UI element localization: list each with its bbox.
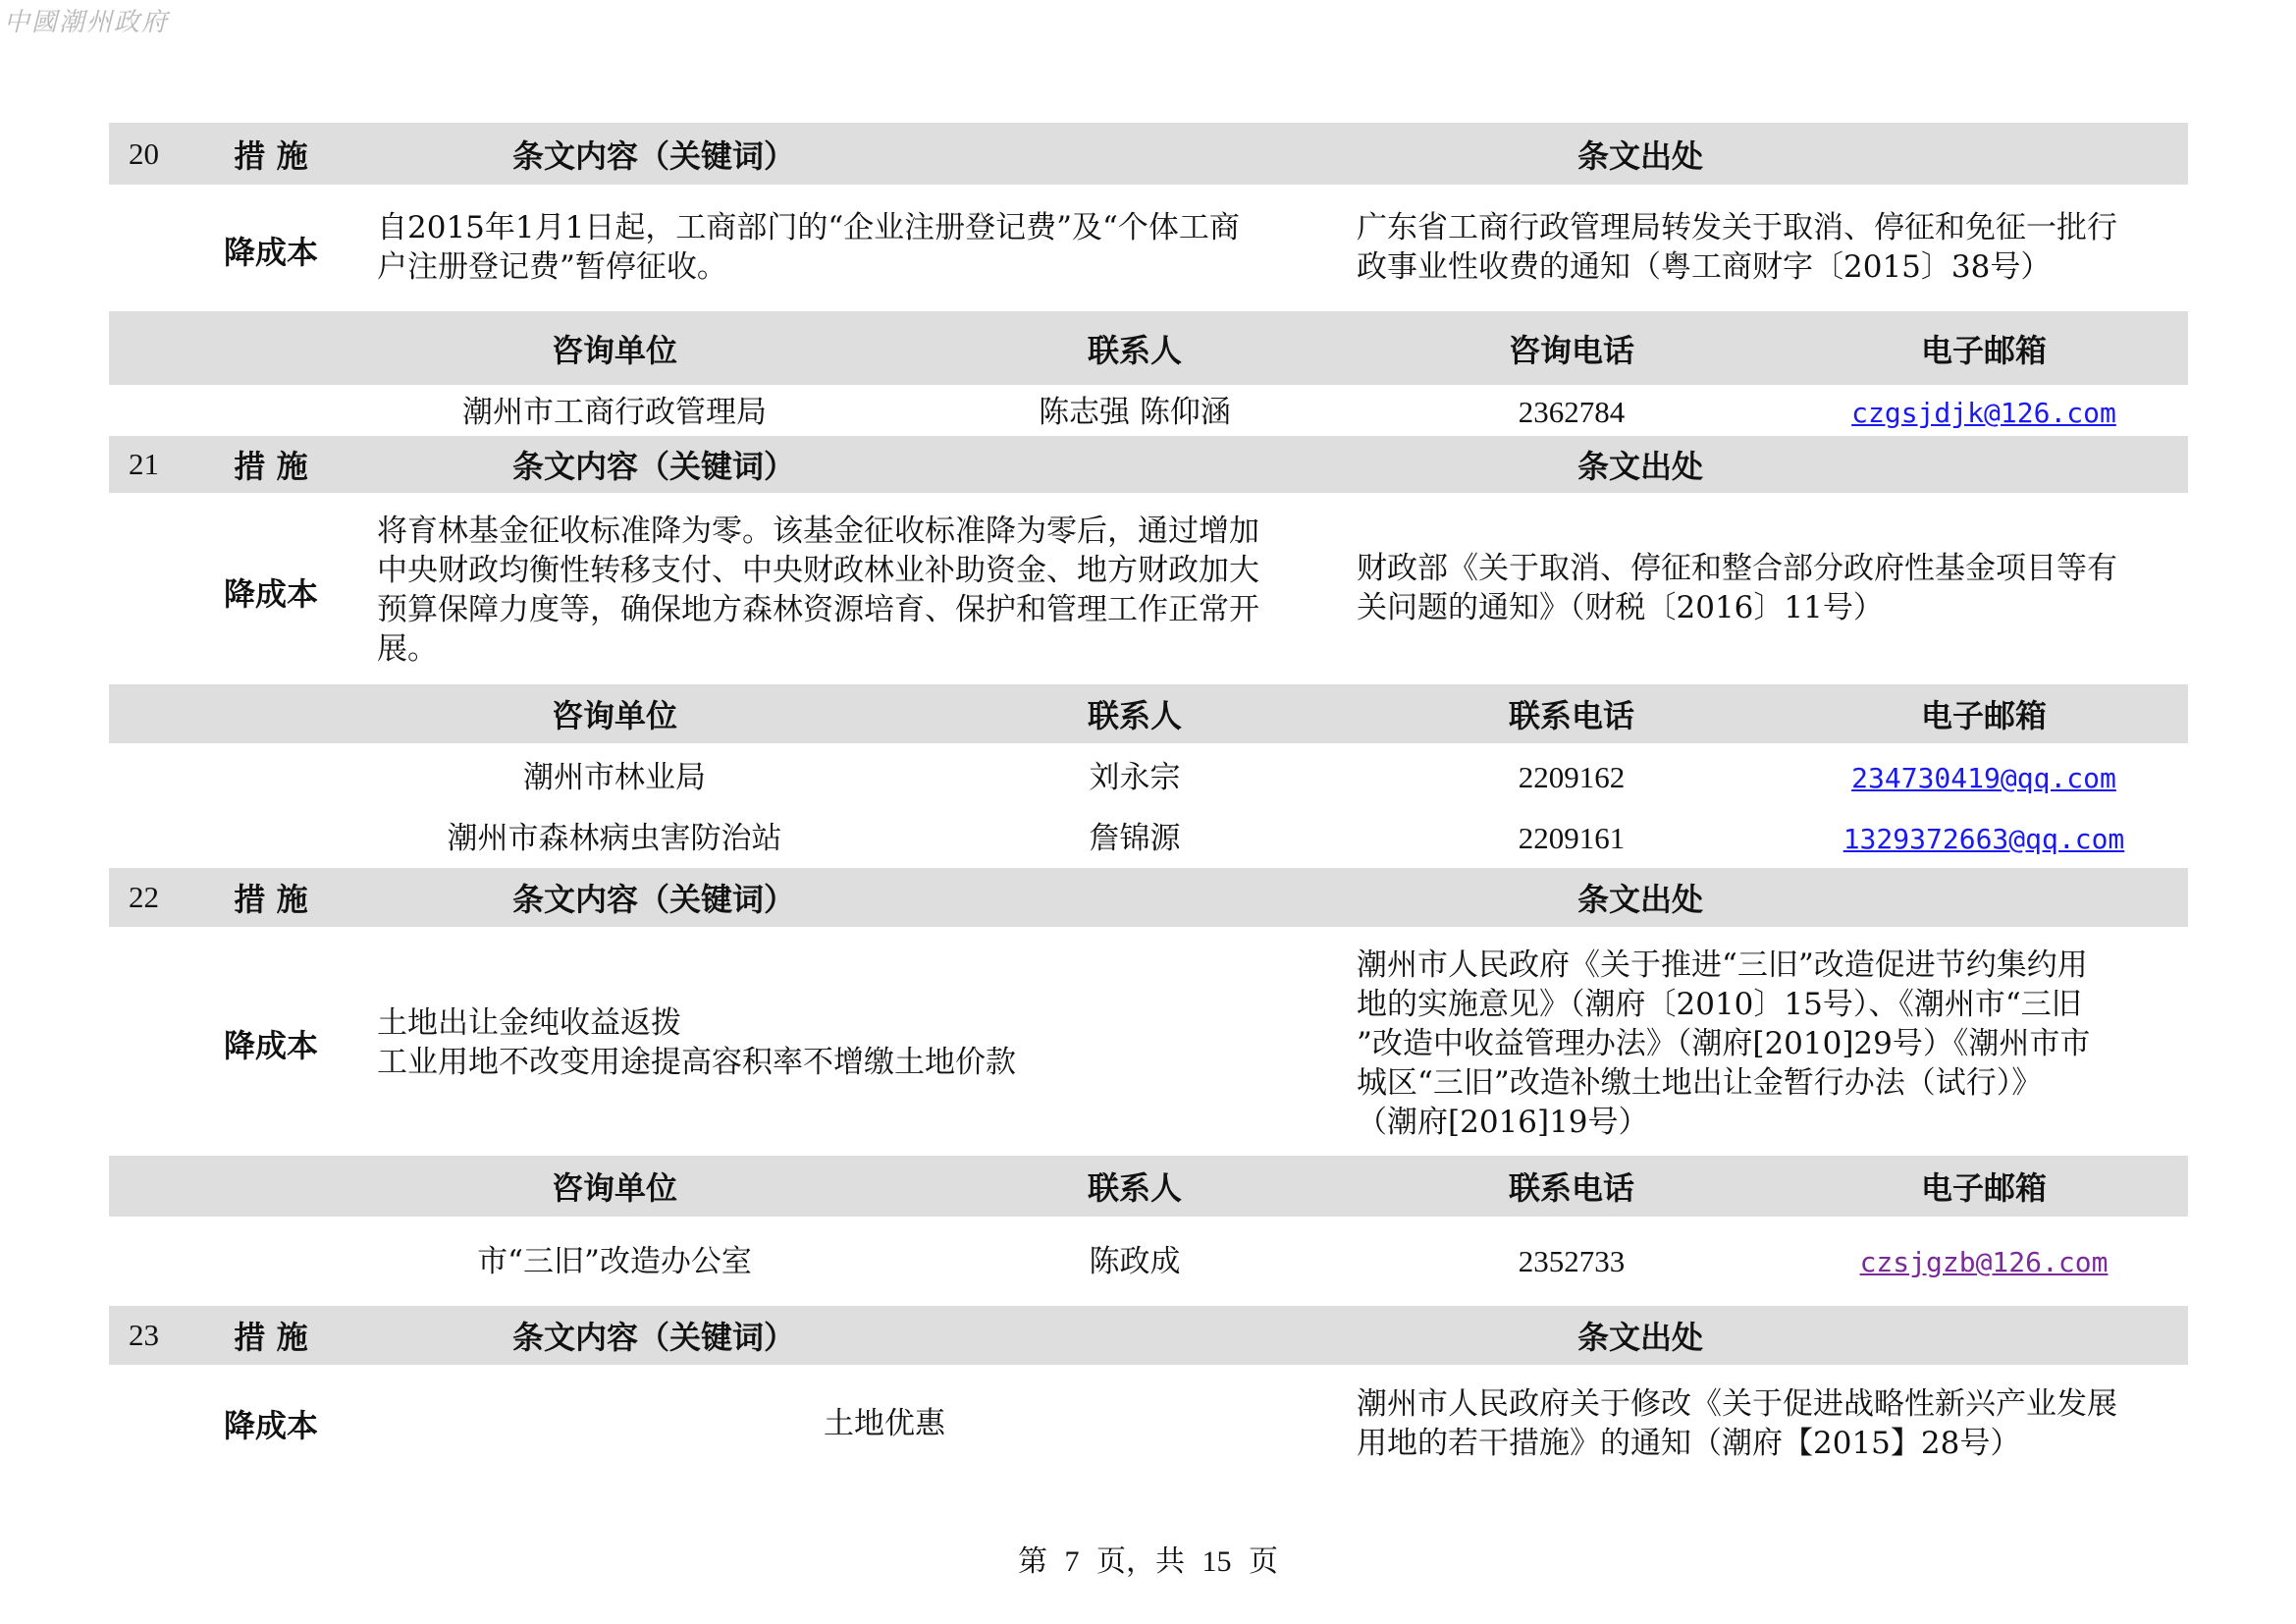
- unit-header: 咨询单位: [551, 697, 677, 734]
- measure-value: 降成本: [223, 1026, 318, 1064]
- record-22-body: [109, 938, 2188, 1149]
- measure-header: 措 施: [234, 136, 308, 175]
- contact-phone: 2352733: [1518, 1244, 1626, 1278]
- record-20-header: [109, 123, 2188, 185]
- source-header: 条文出处: [1576, 136, 1703, 175]
- content-header: 条文内容（关键词）: [511, 1319, 795, 1356]
- email-link[interactable]: czgsjdjk@126.com: [1851, 396, 2116, 429]
- contact-header-row: [109, 311, 2188, 385]
- contact-header-row: [109, 1156, 2188, 1217]
- email-header: 电子邮箱: [1920, 697, 2047, 734]
- contact-header: 联系人: [1087, 331, 1182, 369]
- content-header: 条文内容（关键词）: [511, 881, 795, 918]
- contact-phone: 2209161: [1518, 821, 1626, 855]
- unit-header: 咨询单位: [551, 331, 677, 369]
- contact-header: 联系人: [1087, 1169, 1182, 1207]
- record-21-body: [109, 504, 2188, 680]
- record-22-header: [109, 868, 2188, 927]
- measure-header: 措 施: [234, 1319, 308, 1356]
- contact-phone: 2209162: [1518, 760, 1626, 794]
- source-header: 条文出处: [1576, 448, 1703, 485]
- source-text: 广东省工商行政管理局转发关于取消、停征和免征一批行 政事业性收费的通知（粤工商财字〔2015〕38号）: [1357, 210, 2117, 285]
- contact-phone: 2362784: [1518, 395, 1626, 429]
- source-header: 条文出处: [1576, 881, 1703, 918]
- contact-unit: 潮州市林业局: [523, 760, 706, 795]
- record-number: 21: [129, 447, 159, 481]
- contact-row: [109, 756, 2188, 799]
- contact-row: [109, 817, 2188, 860]
- content-header: 条文内容（关键词）: [511, 448, 795, 485]
- content-text: 将育林基金征收标准降为零。该基金征收标准降为零后，通过增加 中央财政均衡性转移支付、中央财政林业补助资金、地方财政加大 预算保障力度等，确保地方森林资源培育、保护和管理工作正常开 展。: [377, 514, 1259, 667]
- phone-header: 联系电话: [1508, 1169, 1634, 1207]
- measure-header: 措 施: [234, 448, 308, 485]
- page-footer: 第 7 页，共 15 页: [1018, 1545, 1278, 1578]
- content-text: 自2015年1月1日起，工商部门的“企业注册登记费”及“个体工商 户注册登记费”暂停征收。: [377, 210, 1240, 285]
- measure-value: 降成本: [223, 1407, 318, 1444]
- email-header: 电子邮箱: [1920, 331, 2047, 369]
- contact-unit: 潮州市森林病虫害防治站: [447, 821, 782, 856]
- contact-person: 陈志强 陈仰涵: [1039, 395, 1231, 430]
- record-21-header: [109, 436, 2188, 493]
- email-link[interactable]: czsjgzb@126.com: [1859, 1245, 2109, 1278]
- source-text: 财政部《关于取消、停征和整合部分政府性基金项目等有 关问题的通知》（财税〔2016〕11号）: [1357, 551, 2117, 625]
- content-text: 土地出让金纯收益返拨 工业用地不改变用途提高容积率不增缴土地价款: [377, 1005, 1016, 1080]
- source-text: 潮州市人民政府《关于推进“三旧”改造促进节约集约用 地的实施意见》（潮府〔2010〕15号）、《潮州市“三旧 ”改造中收益管理办法》（潮府[2010]29号）《潮州市市 城区“三旧”改造补缴土地出让金暂行办法（试行）》 （潮府[2016]19号）: [1357, 947, 2091, 1140]
- measure-value: 降成本: [223, 234, 318, 271]
- contact-unit: 市“三旧”改造办公室: [477, 1244, 752, 1279]
- content-text: 土地优惠: [824, 1406, 945, 1441]
- source-header: 条文出处: [1576, 1319, 1703, 1356]
- email-header: 电子邮箱: [1920, 1169, 2047, 1207]
- measure-header: 措 施: [234, 881, 308, 918]
- record-23-body: [109, 1375, 2188, 1473]
- record-number: 22: [129, 880, 159, 914]
- phone-header: 咨询电话: [1508, 331, 1634, 369]
- record-23-header: [109, 1306, 2188, 1365]
- record-number: 23: [129, 1318, 159, 1352]
- contact-row: [109, 1240, 2188, 1283]
- contact-row: [109, 391, 2188, 434]
- contact-unit: 潮州市工商行政管理局: [462, 395, 767, 430]
- contact-person: 詹锦源: [1089, 821, 1181, 856]
- phone-header: 联系电话: [1508, 697, 1634, 734]
- contact-person: 陈政成: [1089, 1244, 1181, 1279]
- record-20-body: [109, 196, 2188, 304]
- contact-header: 联系人: [1087, 697, 1182, 734]
- unit-header: 咨询单位: [551, 1169, 677, 1207]
- source-text: 潮州市人民政府关于修改《关于促进战略性新兴产业发展 用地的若干措施》的通知（潮府【2015】28号）: [1357, 1386, 2117, 1461]
- content-header: 条文内容（关键词）: [511, 136, 795, 175]
- measure-value: 降成本: [223, 575, 318, 613]
- record-number: 20: [129, 135, 159, 171]
- email-link[interactable]: 1329372663@qq.com: [1842, 822, 2125, 855]
- contact-person: 刘永宗: [1089, 760, 1181, 795]
- email-link[interactable]: 234730419@qq.com: [1851, 761, 2116, 794]
- contact-header-row: [109, 684, 2188, 743]
- watermark-logo: 中國潮州政府: [4, 8, 170, 37]
